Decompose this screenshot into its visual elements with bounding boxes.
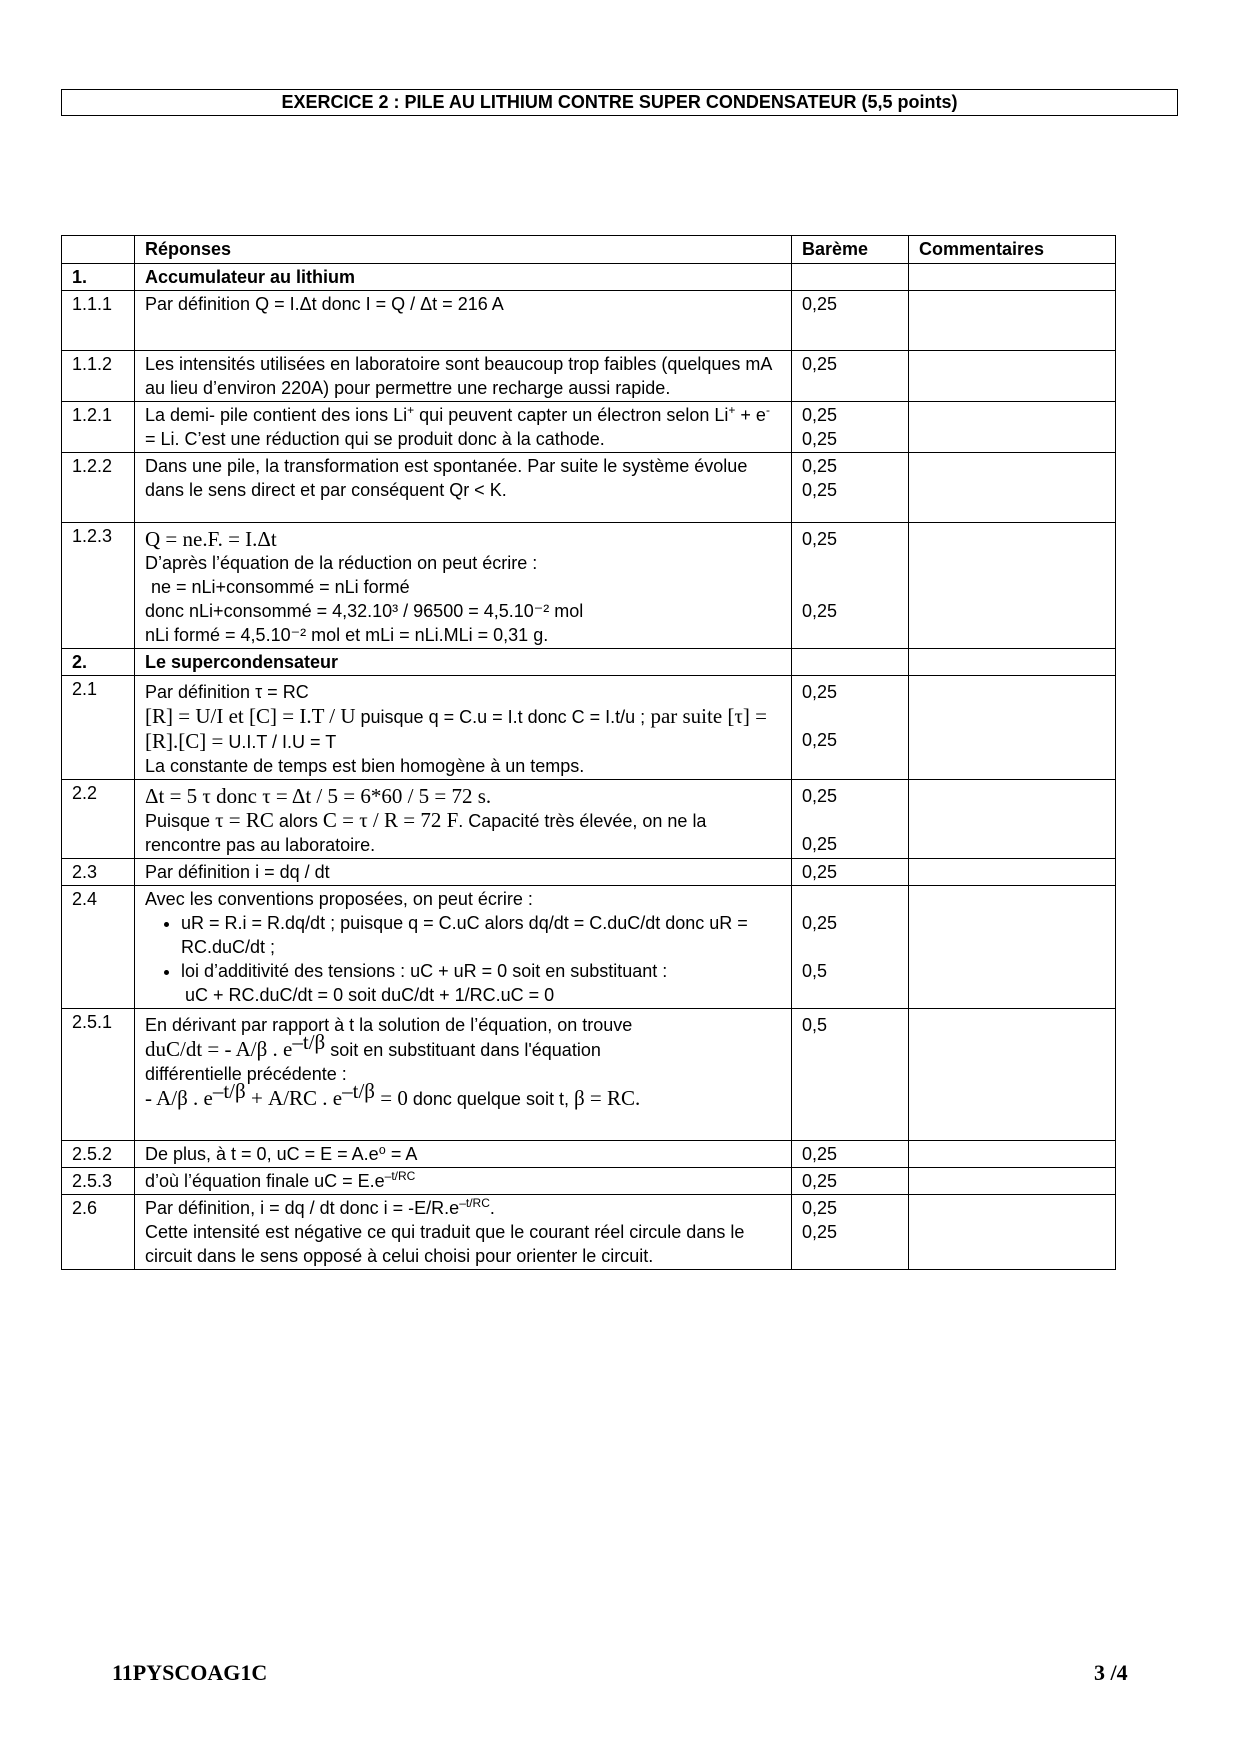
table-row [62, 676, 1116, 780]
document-code: 11PYSCOAG1C [112, 1660, 268, 1685]
header-commentaires: Commentaires [909, 236, 1116, 264]
section-row [62, 264, 1116, 291]
section-title: Le supercondensateur [135, 649, 792, 676]
table-row [62, 523, 1116, 649]
table-row [62, 1195, 1116, 1270]
section-row [62, 649, 1116, 676]
row-answer: Δt = 5 τ donc τ = Δt / 5 = 6*60 / 5 = 72 s. Puisque τ = RC alors C = τ / R = 72 F. Capacité très élevée, on ne la rencontre pas au laboratoire. [135, 780, 792, 859]
row-number: 1.1.2 [62, 351, 135, 402]
row-score: 0,25 0,25 [792, 676, 909, 780]
table-row [62, 1168, 1116, 1195]
row-score: 0,25 0,25 [792, 780, 909, 859]
answer-table [61, 235, 1116, 1270]
row-number: 1.2.1 [62, 402, 135, 453]
row-number: 1.2.3 [62, 523, 135, 649]
row-answer: En dérivant par rapport à t la solution de l’équation, on trouve duC/dt = - A/β . $e^{-t/\beta}$ soit en substituant dans l'équation différentielle précédente : - A/β . $e^{-t/\beta} + A/RC$ . $e^{-t/\beta} = 0$ donc quelque soit t, β = RC. [135, 1009, 792, 1141]
table-row [62, 351, 1116, 402]
row-number: 2.3 [62, 859, 135, 886]
row-score: 0,25 [792, 291, 909, 351]
row-number: 2. [62, 649, 135, 676]
row-number: 2.6 [62, 1195, 135, 1270]
row-number: 2.4 [62, 886, 135, 1009]
row-score: 0,25 0,25 [792, 1195, 909, 1270]
row-score: 0,25 0,5 [792, 886, 909, 1009]
table-row [62, 859, 1116, 886]
list-item: • uR = R.i = R.dq/dt ; puisque q = C.uC alors dq/dt = C.duC/dt donc uR = RC.duC/dt ; [181, 911, 781, 959]
page-number: 3 /4 [1094, 1660, 1128, 1685]
row-answer: Les intensités utilisées en laboratoire sont beaucoup trop faibles (quelques mA au lieu d’environ 220A) pour permettre une recharge aussi rapide. [135, 351, 792, 402]
table-row [62, 1009, 1116, 1141]
row-answer: Q = ne.F. = I.Δt D’après l’équation de la réduction on peut écrire : ne = nLi+consommé = nLi formé donc nLi+consommé = 4,32.10³ / 96500 = 4,5.10⁻² mol nLi formé = 4,5.10⁻² mol et mLi = nLi.MLi = 0,31 g. [135, 523, 792, 649]
table-row [62, 402, 1116, 453]
header-bareme: Barème [792, 236, 909, 264]
row-score: 0,25 [792, 859, 909, 886]
row-answer: De plus, à t = 0, uC = E = A.e⁰ = A [135, 1141, 792, 1168]
row-answer: Avec les conventions proposées, on peut écrire : • uR = R.i = R.dq/dt ; puisque q = C.uC alors dq/dt = C.duC/dt donc uR = RC.duC/dt ; • loi d’additivité des tensions : uC + uR = 0 soit en substituant : uC + RC.duC/dt = 0 soit duC/dt + 1/RC.uC = 0 [135, 886, 792, 1009]
section-title: Accumulateur au lithium [135, 264, 792, 291]
row-answer: Dans une pile, la transformation est spontanée. Par suite le système évolue dans le sens direct et par conséquent Qr < K. [135, 453, 792, 523]
row-answer: d’où l’équation finale uC = $E.e^{-t/RC}$ [135, 1168, 792, 1195]
row-score: 0,25 0,25 [792, 402, 909, 453]
row-answer: Par définition τ = RC [R] = U/I et [C] = I.T / U puisque q = C.u = I.t donc C = I.t/u ; par suite [τ] = [R].[C] = U.I.T / I.U = T La constante de temps est bien homogène à un temps. [135, 676, 792, 780]
table-header [62, 236, 1116, 264]
row-score: 0,25 [792, 1141, 909, 1168]
row-answer: Par définition, i = dq / dt donc $i = -E/R.e^{-t/RC}$. Cette intensité est négative ce qui traduit que le courant réel circule dans le circuit dans le sens opposé à celui choisi pour orienter le circuit. [135, 1195, 792, 1270]
row-number: 2.1 [62, 676, 135, 780]
row-answer: La demi- pile contient des ions Li+ qui peuvent capter un électron selon Li+ + e- = Li. C’est une réduction qui se produit donc à la cathode. [135, 402, 792, 453]
table-row [62, 886, 1116, 1009]
row-score: 0,25 0,25 [792, 453, 909, 523]
row-number: 1. [62, 264, 135, 291]
exercise-title: EXERCICE 2 : PILE AU LITHIUM CONTRE SUPER CONDENSATEUR (5,5 points) [61, 89, 1178, 116]
row-answer: Par définition i = dq / dt [135, 859, 792, 886]
row-number: 2.5.3 [62, 1168, 135, 1195]
table-row [62, 291, 1116, 351]
row-number: 1.2.2 [62, 453, 135, 523]
row-score: 0,25 [792, 351, 909, 402]
row-number: 2.5.1 [62, 1009, 135, 1141]
row-number: 2.5.2 [62, 1141, 135, 1168]
row-score: 0,25 0,25 [792, 523, 909, 649]
row-score: 0,5 [792, 1009, 909, 1141]
row-number: 1.1.1 [62, 291, 135, 351]
table-row [62, 453, 1116, 523]
row-score: 0,25 [792, 1168, 909, 1195]
table-row [62, 1141, 1116, 1168]
list-item: • loi d’additivité des tensions : uC + uR = 0 soit en substituant : [181, 959, 781, 983]
table-row [62, 780, 1116, 859]
row-answer: Par définition Q = I.Δt donc I = Q / Δt = 216 A [135, 291, 792, 351]
row-number: 2.2 [62, 780, 135, 859]
header-reponses: Réponses [135, 236, 792, 264]
